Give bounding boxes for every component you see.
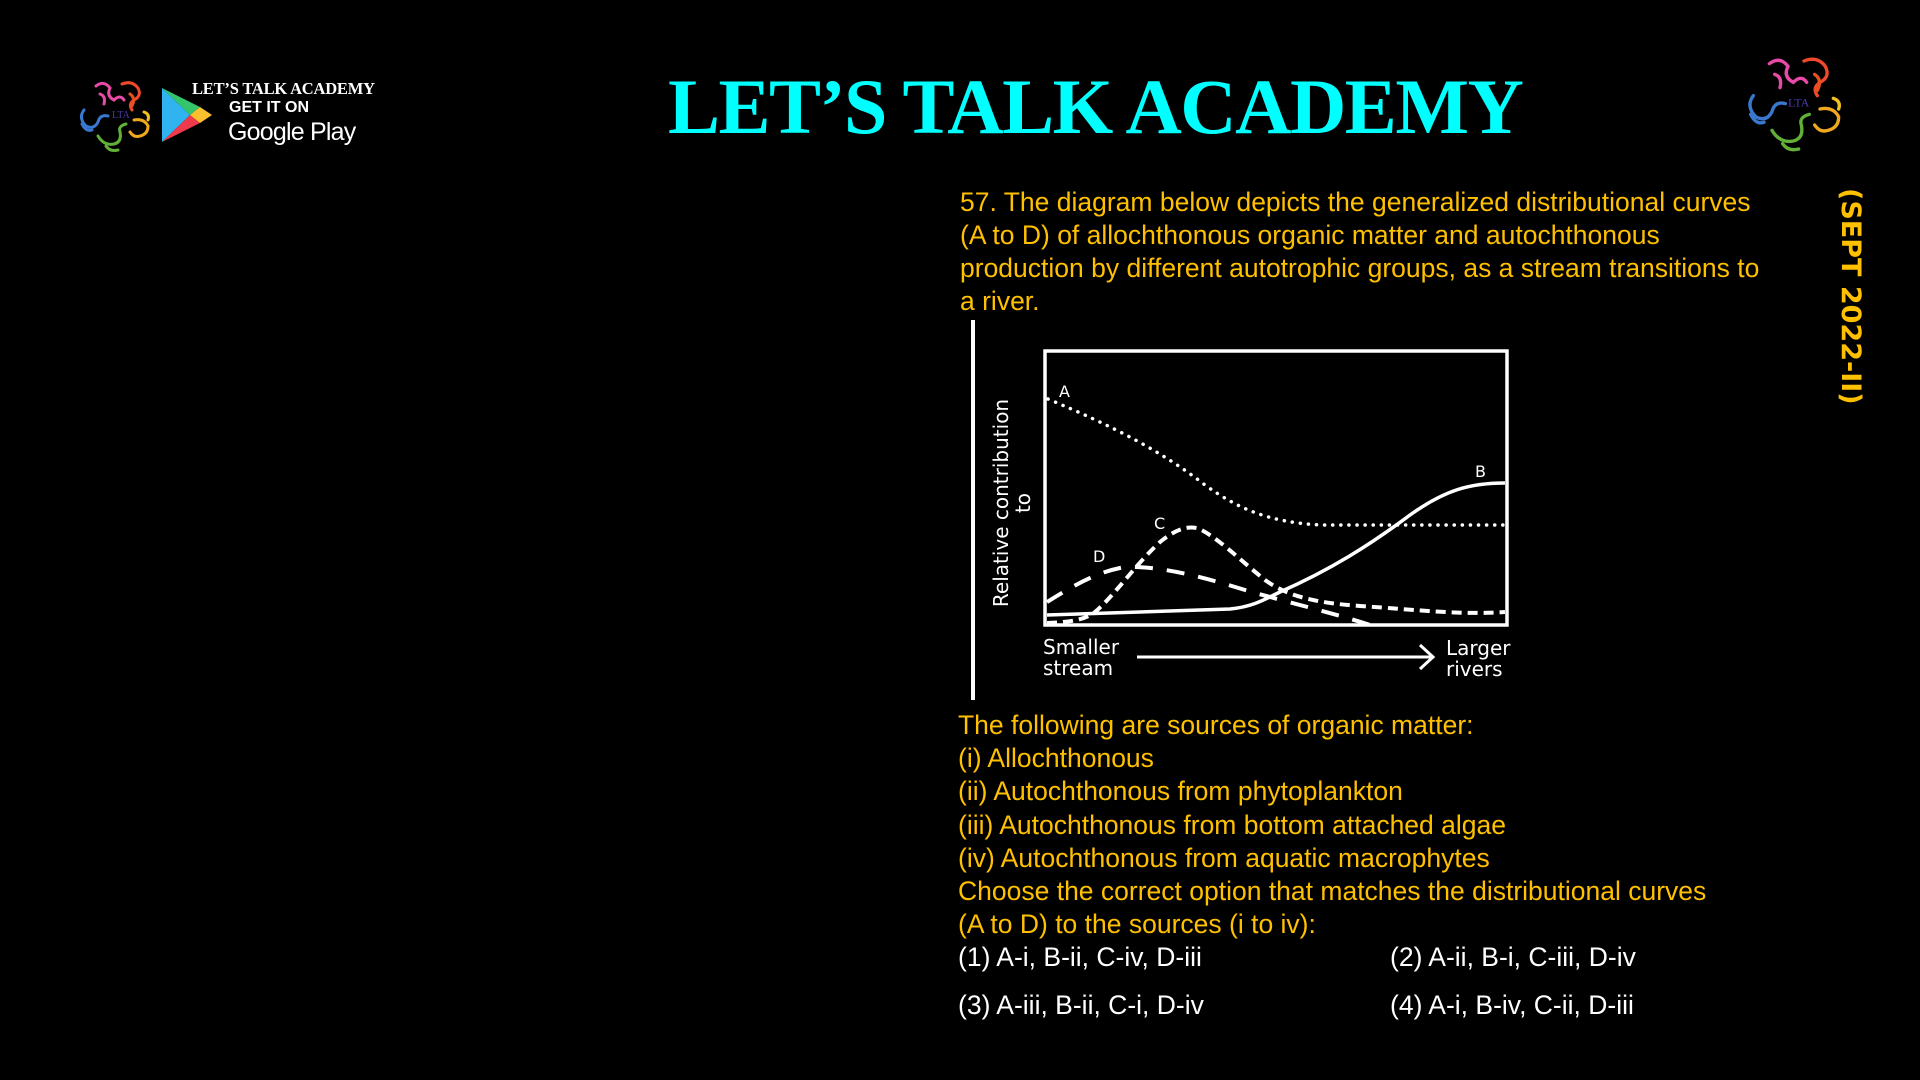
prompt-line: Choose the correct option that matches the distributional curves — [958, 876, 1707, 907]
curve-b — [1047, 483, 1505, 615]
question-line: 57. The diagram below depicts the generalized distributional curves — [960, 187, 1751, 217]
get-it-on-label[interactable]: GET IT ON — [229, 99, 309, 116]
option-3[interactable]: (3) A-iii, B-ii, C-i, D-iv — [958, 990, 1204, 1020]
curve-label-b: B — [1475, 462, 1486, 481]
sources-list — [958, 709, 1706, 941]
curve-label-a: A — [1059, 382, 1070, 401]
svg-text:LTA: LTA — [112, 110, 130, 121]
source-item: (ii) Autochthonous from phytoplankton — [958, 776, 1403, 807]
source-item: (iv) Autochthonous from aquatic macrophytes — [958, 842, 1490, 873]
svg-text:Relative contribution: Relative contribution — [989, 398, 1013, 608]
prompt-line: (A to D) to the sources (i to iv): — [958, 909, 1316, 940]
curve-label-d: D — [1093, 547, 1106, 566]
distribution-diagram — [960, 310, 1520, 710]
svg-text:LTA: LTA — [1788, 95, 1810, 110]
svg-text:to: to — [1011, 492, 1035, 514]
sources-intro: The following are sources of organic matter: — [958, 710, 1474, 740]
curve-d — [1047, 567, 1370, 625]
curve-a — [1048, 399, 1505, 525]
x-right-label-1: Larger — [1446, 636, 1511, 660]
lta-logo-icon-right — [1740, 50, 1852, 160]
google-play-label[interactable]: Google Play — [228, 118, 356, 146]
page-title: LET’S TALK ACADEMY — [668, 63, 1523, 150]
exam-session-label: (SEPT 2022-II) — [1835, 188, 1866, 405]
lta-logo-icon — [74, 76, 158, 158]
x-right-label-2: rivers — [1446, 657, 1503, 681]
question-line: (A to D) of allochthonous organic matter and autochthonous — [960, 220, 1660, 250]
curve-c — [1047, 528, 1505, 623]
question-text — [960, 186, 1830, 318]
plot-frame — [1045, 351, 1507, 625]
option-4[interactable]: (4) A-i, B-iv, C-ii, D-iii — [1390, 990, 1634, 1020]
curve-label-c: C — [1154, 514, 1166, 533]
question-line: a river. — [960, 286, 1040, 316]
x-left-label-1: Smaller — [1043, 635, 1120, 659]
option-2[interactable]: (2) A-ii, B-i, C-iii, D-iv — [1390, 942, 1636, 972]
option-1[interactable]: (1) A-i, B-ii, C-iv, D-iii — [958, 942, 1202, 972]
brand-small-label: LET’S TALK ACADEMY — [192, 79, 375, 98]
question-line: production by different autotrophic groups, as a stream transitions to — [960, 253, 1760, 283]
source-item: (iii) Autochthonous from bottom attached algae — [958, 809, 1506, 840]
x-left-label-2: stream — [1043, 656, 1114, 680]
source-item: (i) Allochthonous — [958, 743, 1154, 774]
y-axis-label — [989, 399, 1035, 607]
